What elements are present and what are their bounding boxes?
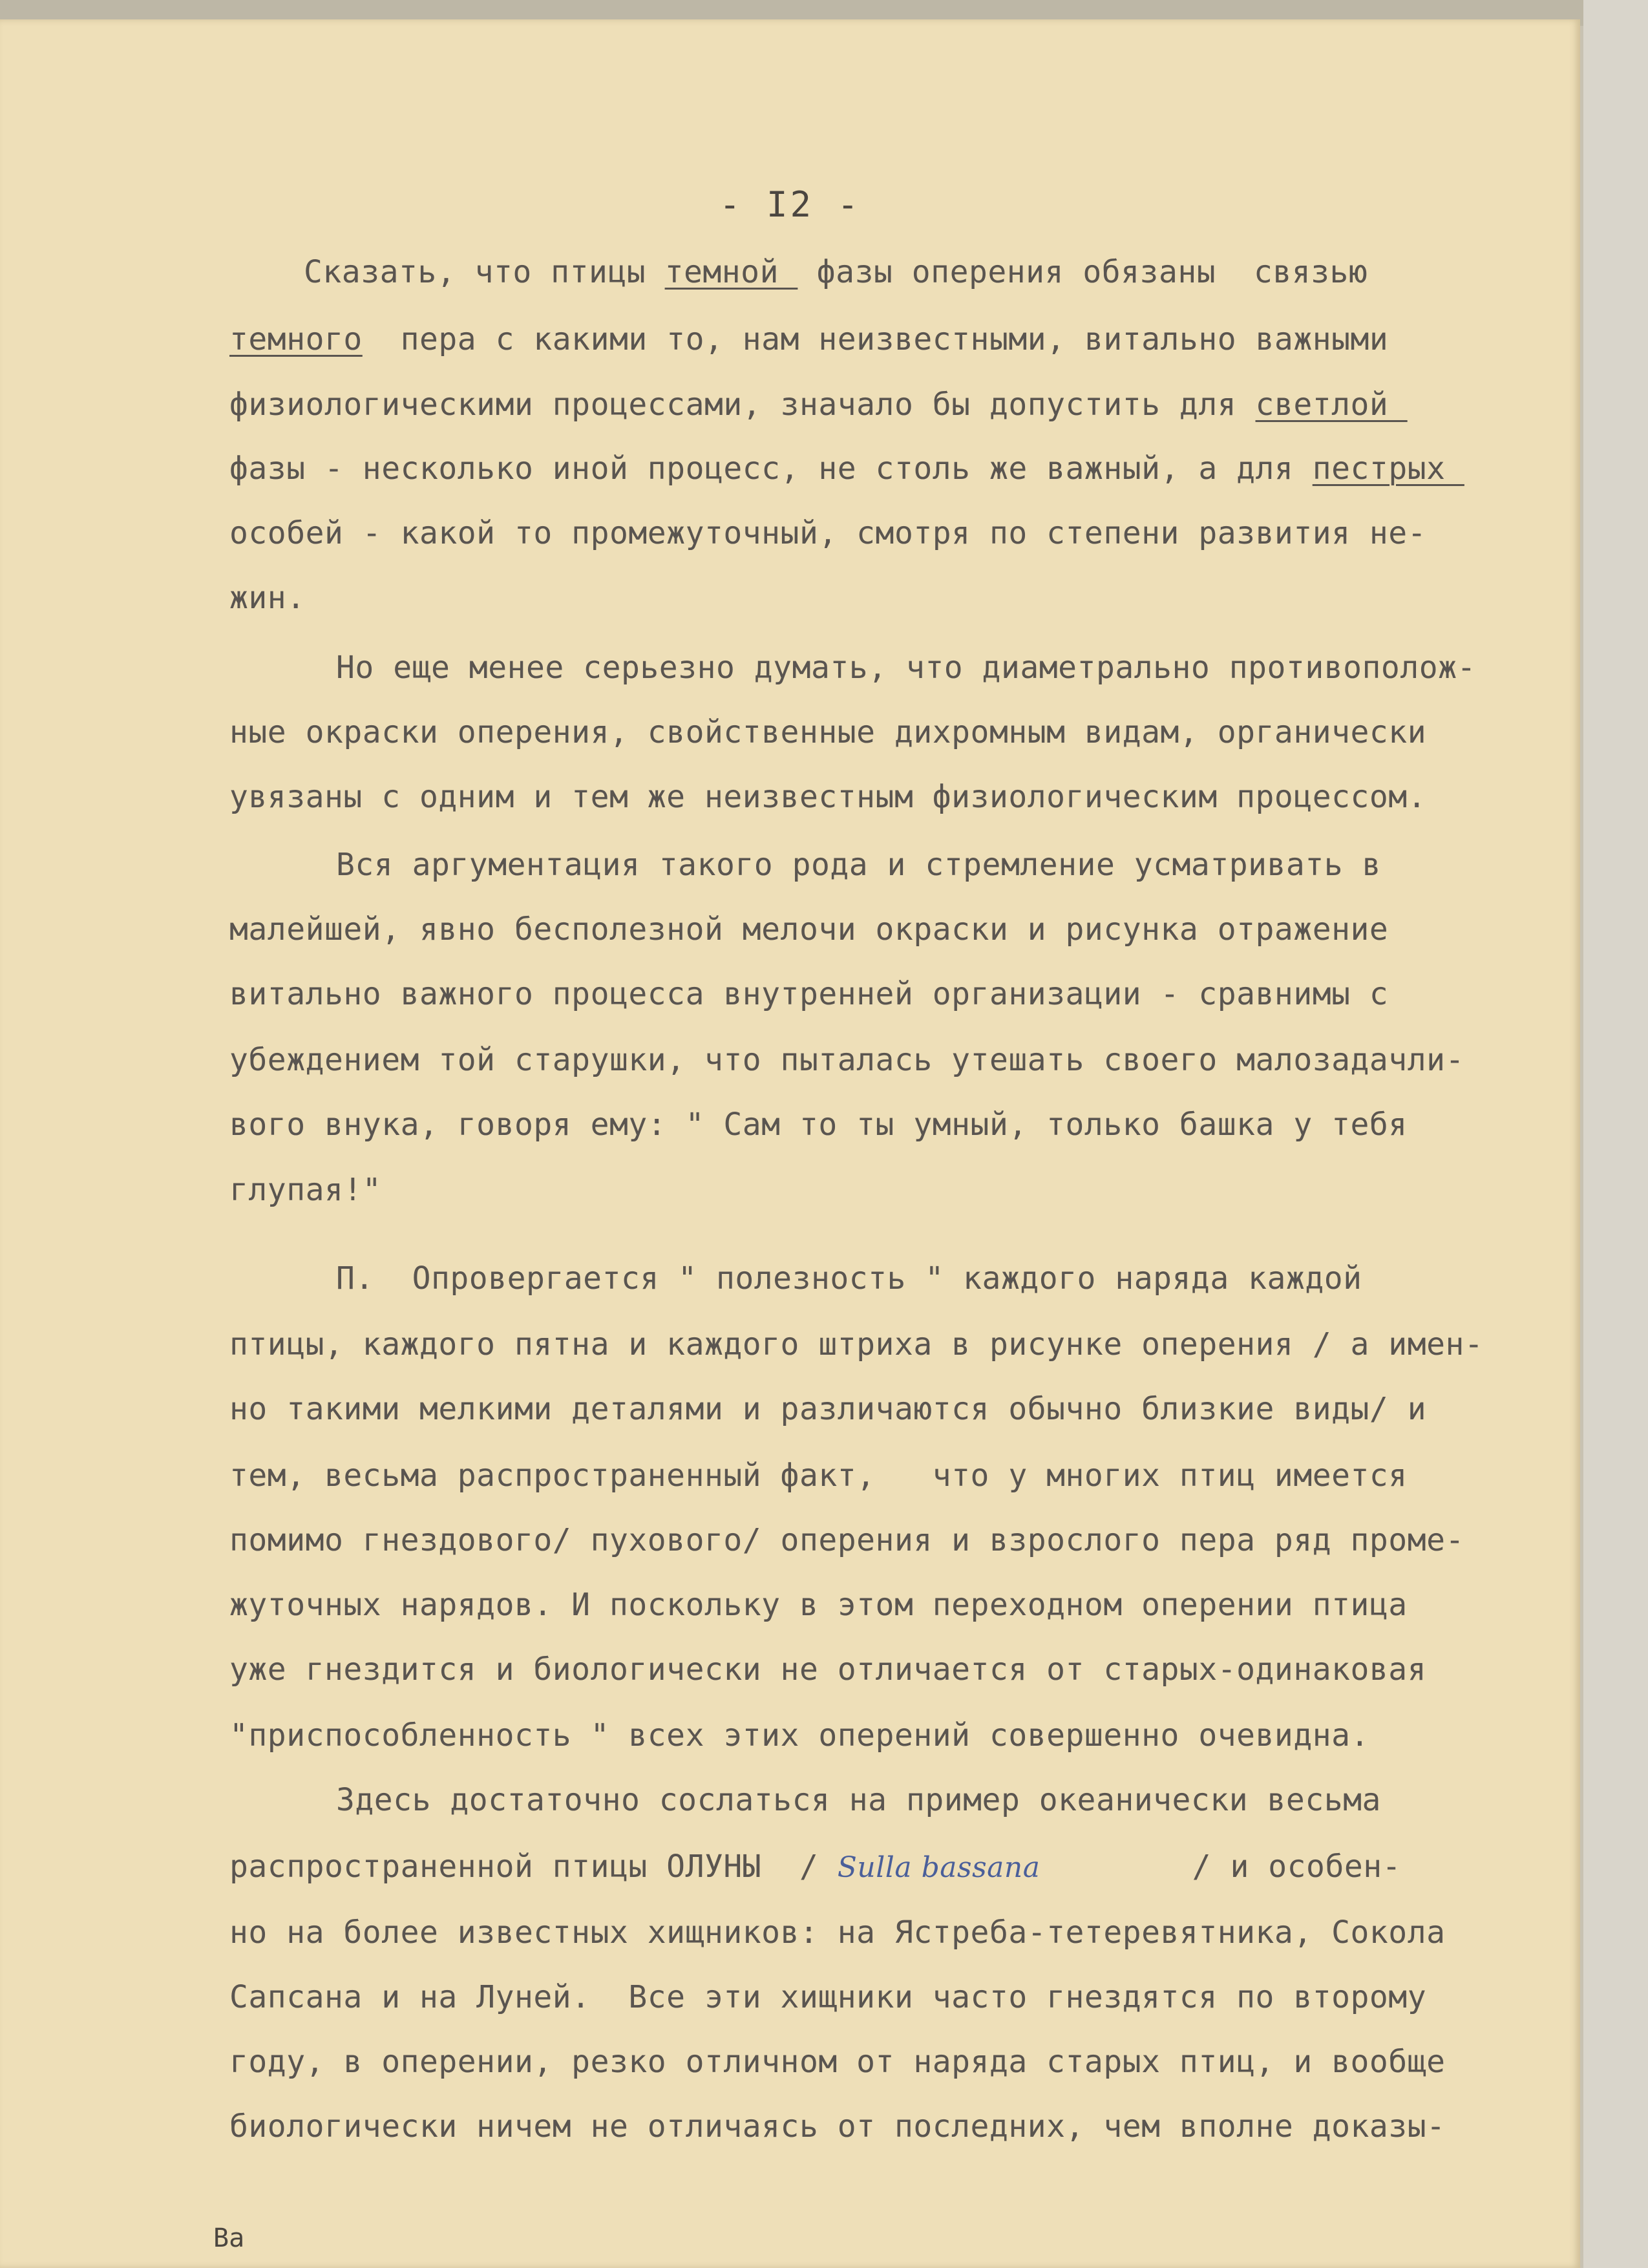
text-line: [229, 1172, 381, 1208]
underlined-word: пестрых: [1312, 450, 1464, 487]
text-run: ные окраски оперения, свойственные дихромным видам, органически: [229, 714, 1427, 750]
text-run: распространенной птицы ОЛУНЫ /: [229, 1849, 838, 1885]
text-run: помимо гнездового/ пухового/ оперения и взрослого пера ряд проме-: [229, 1522, 1464, 1558]
text-line: [229, 1042, 1464, 1078]
text-line: [229, 1457, 1408, 1494]
text-run: уже гнездится и биологически не отличается от старых-одинаковая: [229, 1651, 1427, 1688]
text-run: Вся аргументация такого рода и стремление усматривать в: [336, 847, 1381, 883]
text-run: но на более известных хищников: на Ястреба-тетеревятника, Сокола: [229, 1914, 1446, 1951]
text-line: [336, 1782, 1381, 1818]
text-line: [336, 650, 1476, 686]
text-run: биологически ничем не отличаясь от последних, чем вполне доказы-: [229, 2108, 1446, 2145]
text-run: пера с какими то, нам неизвестными, витально важными: [362, 321, 1389, 357]
corner-handwritten-mark: Ва: [213, 2223, 245, 2253]
underlined-word: темного: [229, 321, 363, 357]
text-line: [229, 1979, 1426, 2015]
underlined-word: темной: [664, 254, 798, 290]
text-run: особей - какой то промежуточный, смотря по степени развития не-: [229, 515, 1427, 551]
text-line: [229, 2044, 1446, 2080]
text-line: [229, 1849, 1401, 1885]
text-line: [229, 387, 1408, 423]
text-line: [229, 976, 1388, 1012]
text-run: Но еще менее серьезно думать, что диаметрально противополож-: [336, 650, 1476, 686]
text-run: / и особен-: [1040, 1849, 1402, 1885]
document-page: [0, 19, 1580, 2268]
text-run: убеждением той старушки, что пыталась утешать своего малозадачли-: [229, 1042, 1464, 1078]
text-run: вого внука, говоря ему: " Сам то ты умный, только башка у тебя: [229, 1107, 1408, 1143]
text-line: [336, 847, 1381, 883]
handwritten-annotation: Sulla bassana: [837, 1851, 1041, 1884]
text-line: [229, 2108, 1446, 2145]
scan-frame-right: [1583, 0, 1648, 2268]
text-run: физиологическими процессами, значало бы допустить для: [229, 387, 1256, 423]
text-run: Сапсана и на Луней. Все эти хищники часто гнездятся по второму: [229, 1979, 1427, 2015]
text-run: фазы - несколько иной процесс, не столь же важный, а для: [229, 450, 1313, 487]
underlined-word: светлой: [1255, 387, 1408, 423]
text-line: [229, 1391, 1426, 1427]
text-run: П. Опровергается " полезность " каждого наряда каждой: [336, 1260, 1362, 1297]
text-line: [336, 1260, 1362, 1297]
text-line: [229, 321, 1388, 357]
text-line: [229, 1717, 1369, 1754]
text-run: году, в оперении, резко отличном от наряда старых птиц, и вообще: [229, 2044, 1446, 2080]
text-line: [229, 1651, 1426, 1688]
text-line: [304, 254, 1368, 290]
page-number: - I2 -: [719, 184, 861, 225]
text-line: [229, 911, 1388, 948]
text-run: но такими мелкими деталями и различаются обычно близкие виды/ и: [229, 1391, 1427, 1427]
text-run: жуточных нарядов. И поскольку в этом переходном оперении птица: [229, 1587, 1408, 1623]
text-run: птицы, каждого пятна и каждого штриха в рисунке оперения / а имен-: [229, 1326, 1484, 1362]
text-line: [229, 1326, 1483, 1362]
text-run: фазы оперения обязаны связью: [798, 254, 1368, 290]
text-line: [229, 779, 1426, 815]
text-run: жин.: [229, 580, 306, 616]
text-run: глупая!": [229, 1172, 382, 1208]
text-line: [229, 1914, 1446, 1951]
text-run: "приспособленность " всех этих оперений совершенно очевидна.: [229, 1717, 1369, 1754]
text-line: [229, 1587, 1408, 1623]
text-line: [229, 1107, 1408, 1143]
text-run: увязаны с одним и тем же неизвестным физиологическим процессом.: [229, 779, 1427, 815]
text-line: [229, 714, 1426, 750]
text-line: [229, 580, 306, 616]
text-run: витально важного процесса внутренней организации - сравнимы с: [229, 976, 1389, 1012]
text-run: малейшей, явно бесполезной мелочи окраски и рисунка отражение: [229, 911, 1389, 948]
text-run: Здесь достаточно сослаться на пример океанически весьма: [336, 1782, 1381, 1818]
text-line: [229, 450, 1464, 487]
text-run: тем, весьма распространенный факт, что у многих птиц имеется: [229, 1457, 1408, 1494]
text-run: Сказать, что птицы: [304, 254, 665, 290]
text-line: [229, 515, 1426, 551]
text-line: [229, 1522, 1464, 1558]
